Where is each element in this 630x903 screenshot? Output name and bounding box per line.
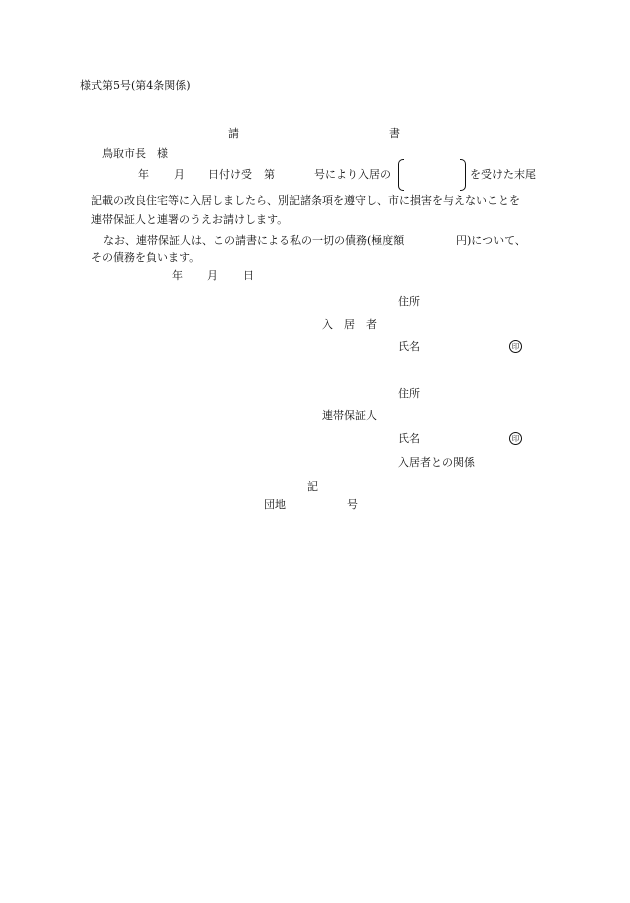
line1-go-text: 号により入居の: [314, 168, 391, 181]
ki-heading: 記: [307, 480, 318, 493]
line1-dai: 第: [264, 168, 275, 181]
guarantor-name-label: 氏名: [398, 432, 420, 445]
resident-role-label: 入 居 者: [322, 318, 377, 331]
date-day: 日: [243, 269, 254, 282]
body-line-2: 記載の改良住宅等に入居しましたら、別記諸条項を遵守し、市に損害を与えないことを: [91, 194, 520, 207]
danchi-label: 団地: [264, 498, 286, 511]
body-line-4a: なお、連帯保証人は、この請書による私の一切の債務(極度額: [103, 234, 405, 247]
date-year: 年: [172, 269, 183, 282]
addressee: 鳥取市長 様: [102, 147, 168, 160]
guarantor-address-label: 住所: [398, 387, 420, 400]
line1-after-brace: を受けた末尾: [470, 168, 536, 181]
form-number: 様式第5号(第4条関係): [80, 79, 191, 92]
body-line-3: 連帯保証人と連署のうえお請けします。: [91, 213, 289, 226]
guarantor-role-label: 連帯保証人: [322, 409, 377, 422]
line1-day-ref: 日付け受: [208, 168, 252, 181]
body-line-5: その債務を負います。: [91, 251, 201, 264]
title-char-2: 書: [389, 127, 400, 140]
resident-address-label: 住所: [398, 295, 420, 308]
guarantor-relation-label: 入居者との関係: [398, 456, 475, 469]
date-month: 月: [207, 269, 218, 282]
danchi-go: 号: [347, 498, 358, 511]
title-char-1: 請: [228, 127, 239, 140]
body-line-4b: 円)について、: [456, 234, 526, 247]
line1-year: 年: [138, 168, 149, 181]
resident-name-label: 氏名: [398, 340, 420, 353]
brace-right: [460, 159, 466, 191]
brace-left: [398, 159, 404, 191]
line1-month: 月: [174, 168, 185, 181]
decision-brace: [398, 159, 466, 189]
resident-seal-icon: 印: [509, 340, 522, 353]
guarantor-seal-icon: 印: [509, 432, 522, 445]
